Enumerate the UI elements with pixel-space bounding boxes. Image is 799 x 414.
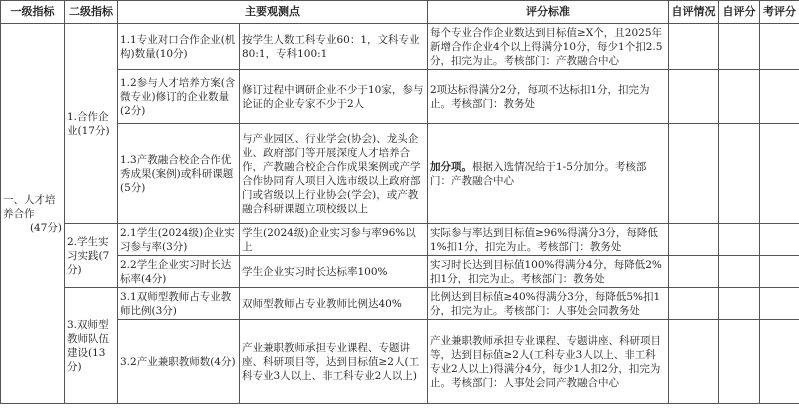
self-score-cell[interactable]: [719, 124, 760, 224]
level2-indicator: 1.合作企业(17分): [65, 24, 118, 224]
check-score-cell[interactable]: [760, 256, 799, 288]
self-eval-cell[interactable]: [669, 24, 719, 70]
header-standard: 评分标准: [428, 1, 669, 24]
scoring-standard: 实际参与率达到目标值≥96%得满分3分，每降低1%扣1分，扣完为止。考核部门：教务处: [428, 224, 669, 256]
table-row: [1, 224, 799, 256]
scoring-standard: [428, 124, 669, 224]
observation: 按学生人数工科专业60：1，文科专业80:1，专科100:1: [240, 24, 428, 70]
sub-indicator: 1.2参与人才培养方案(含微专业)修订的企业数量(2分): [118, 70, 240, 124]
sub-indicator: 2.1学生(2024级)企业实习参与率(3分): [118, 224, 240, 256]
check-score-cell[interactable]: [760, 288, 799, 320]
self-score-cell[interactable]: [719, 224, 760, 256]
check-score-cell[interactable]: [760, 124, 799, 224]
check-score-cell[interactable]: [760, 320, 799, 404]
observation: 修订过程中调研企业不少于10家，参与论证的企业专家不少于2人: [240, 70, 428, 124]
self-eval-cell[interactable]: [669, 288, 719, 320]
scoring-standard-text: 根据入选情况给于1-5分加分。考核部门：产教融合中心: [430, 160, 647, 187]
header-check-score: 考评分: [760, 1, 799, 24]
self-score-cell[interactable]: [719, 70, 760, 124]
scoring-standard: 产业兼职教师承担专业课程、专题讲座、科研项目等，达到目标值≥2人(工科专业3人以上、非工科专业2人以上)得满分4分，每少1人扣2分，扣完为止。考核部门：人事处会同产教融合中心: [428, 320, 669, 404]
level2-indicator: 2.学生实习实践(7分): [65, 224, 118, 288]
scoring-standard: 实习时长达到目标值100%得满分4分，每降低2%扣1分，扣完为止。考核部门：教务处: [428, 256, 669, 288]
sub-indicator: 3.1双师型教师占专业教师比例(3分): [118, 288, 240, 320]
check-score-cell[interactable]: [760, 224, 799, 256]
self-eval-cell[interactable]: [669, 320, 719, 404]
observation: 产业兼职教师承担专业课程、专题讲座、科研项目等，达到目标值≥2人(工科专业3人以上、非工科专业2人以上): [240, 320, 428, 404]
header-observation: 主要观测点: [118, 1, 428, 24]
observation: 学生(2024级)企业实习参与率96%以上: [240, 224, 428, 256]
self-score-cell[interactable]: [719, 320, 760, 404]
header-self-score: 自评分: [719, 1, 760, 24]
scoring-standard: 2项达标得满分2分，每项不达标扣1分，扣完为止。考核部门：教务处: [428, 70, 669, 124]
check-score-cell[interactable]: [760, 24, 799, 70]
sub-indicator: 2.2学生企业实习时长达标率(4分): [118, 256, 240, 288]
header-row: [1, 1, 799, 24]
header-level2: 二级指标: [65, 1, 118, 24]
level2-indicator: 3.双师型教师队伍建设(13分): [65, 288, 118, 404]
sub-indicator: 1.3产教融合校企合作优秀成果(案例)或科研课题(5分): [118, 124, 240, 224]
header-level1: 一级指标: [1, 1, 65, 24]
bonus-label: 加分项。: [430, 160, 472, 173]
self-score-cell[interactable]: [719, 256, 760, 288]
self-score-cell[interactable]: [719, 24, 760, 70]
table-row: [1, 70, 799, 124]
level1-score: (47分): [29, 221, 62, 234]
self-eval-cell[interactable]: [669, 224, 719, 256]
check-score-cell[interactable]: [760, 70, 799, 124]
sub-indicator: 1.1专业对口合作企业(机构)数量(10分): [118, 24, 240, 70]
table-row: [1, 288, 799, 320]
observation: 双师型教师占专业教师比例达40%: [240, 288, 428, 320]
self-eval-cell[interactable]: [669, 256, 719, 288]
scoring-standard: 比例达到目标值≥40%得满分3分，每降低5%扣1分，扣完为止。考核部门：人事处会同教务处: [428, 288, 669, 320]
level1-name: 一、人才培养合作: [3, 193, 56, 220]
sub-indicator: 3.2产业兼职教师数(4分): [118, 320, 240, 404]
self-score-cell[interactable]: [719, 288, 760, 320]
table-row: [1, 256, 799, 288]
observation: 学生企业实习时长达标率100%: [240, 256, 428, 288]
self-eval-cell[interactable]: [669, 124, 719, 224]
header-self-eval: 自评情况: [669, 1, 719, 24]
table-row: [1, 124, 799, 224]
level1-indicator: [1, 24, 65, 404]
self-eval-cell[interactable]: [669, 70, 719, 124]
scoring-standard: 每个专业合作企业数达到目标值≥X个，且2025年新增合作企业4个以上得满分10分，每少1个扣2.5分，扣完为止。考核部门：产教融合中心: [428, 24, 669, 70]
observation: 与产业园区、行业学会(协会)、龙头企业、政府部门等开展深度人才培养合作，产教融合校企合作成果案例或产学合作协同育人项目入选市级以上政府部门或省级以上行业协会(学会)，或产教融合科研课题立项校级以上: [240, 124, 428, 224]
table-row: [1, 24, 799, 70]
table-row: [1, 320, 799, 404]
